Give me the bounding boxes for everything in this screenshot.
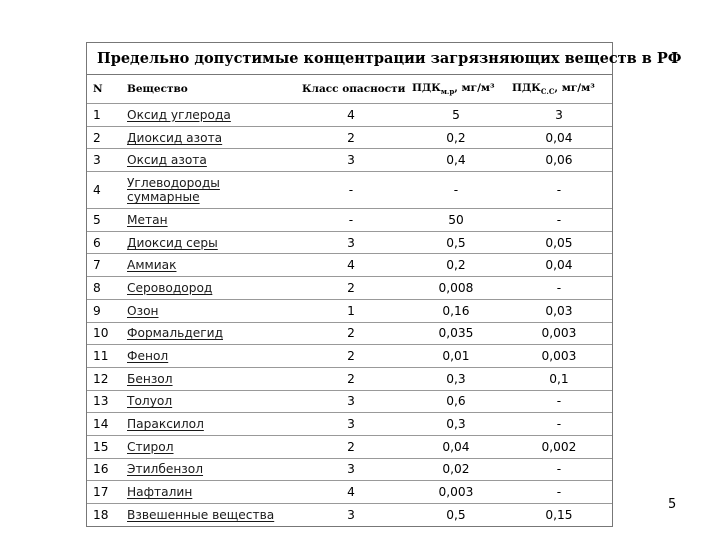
- table-row: [87, 209, 612, 232]
- pdk-mr-value: 0,3: [406, 367, 506, 390]
- row-number: 4: [87, 172, 121, 209]
- table-row: [87, 481, 612, 504]
- row-number: 17: [87, 481, 121, 504]
- row-number: 6: [87, 231, 121, 254]
- pdk-ss-value: -: [506, 390, 612, 413]
- substance-name[interactable]: Метан: [121, 209, 296, 232]
- hazard-class: 2: [296, 367, 406, 390]
- table-row: [87, 504, 612, 526]
- row-number: 15: [87, 435, 121, 458]
- pdk-table-frame: [86, 42, 682, 527]
- hazard-class: 2: [296, 435, 406, 458]
- substance-name[interactable]: Диоксид азота: [121, 126, 296, 149]
- header-hazard-class: Класс опасности: [302, 83, 406, 95]
- substance-name[interactable]: Стирол: [121, 435, 296, 458]
- table-row: [87, 231, 612, 254]
- pdk-ss-value: 0,1: [506, 367, 612, 390]
- substance-name[interactable]: Толуол: [121, 390, 296, 413]
- header-row: [87, 75, 612, 104]
- hazard-class: -: [296, 209, 406, 232]
- table-row: [87, 322, 612, 345]
- substance-name[interactable]: Углеводороды суммарные: [121, 172, 296, 209]
- page-number: 5: [668, 497, 677, 512]
- pdk-ss-value: -: [506, 172, 612, 209]
- header-pdk-ss: $ПДК_{С.С}$, мг/м³: [512, 81, 595, 97]
- hazard-class: 3: [296, 231, 406, 254]
- row-number: 1: [87, 104, 121, 127]
- pdk-mr-value: -: [406, 172, 506, 209]
- table-row: [87, 390, 612, 413]
- hazard-class: 2: [296, 126, 406, 149]
- pdk-ss-value: 0,04: [506, 254, 612, 277]
- hazard-class: 4: [296, 254, 406, 277]
- pdk-ss-value: 0,003: [506, 322, 612, 345]
- hazard-class: 1: [296, 299, 406, 322]
- pdk-mr-value: 50: [406, 209, 506, 232]
- pdk-mr-value: 0,5: [406, 504, 506, 526]
- pdk-ss-value: 0,003: [506, 345, 612, 368]
- pdk-mr-value: 0,16: [406, 299, 506, 322]
- header-pdk-mr: $ПДК_{м.р}$, мг/м³: [412, 81, 495, 97]
- table-row: [87, 172, 612, 209]
- header-n: N: [93, 83, 103, 95]
- hazard-class: 3: [296, 390, 406, 413]
- pdk-mr-value: 0,6: [406, 390, 506, 413]
- pdk-mr-value: 0,003: [406, 481, 506, 504]
- pdk-mr-value: 0,5: [406, 231, 506, 254]
- pdk-ss-value: 3: [506, 104, 612, 127]
- substance-name[interactable]: Этилбензол: [121, 458, 296, 481]
- substance-name[interactable]: Формальдегид: [121, 322, 296, 345]
- substance-name[interactable]: Параксилол: [121, 413, 296, 436]
- hazard-class: 2: [296, 322, 406, 345]
- header-substance: Вещество: [127, 83, 188, 95]
- hazard-class: 2: [296, 345, 406, 368]
- table-body: [87, 104, 612, 526]
- pdk-ss-value: 0,15: [506, 504, 612, 526]
- row-number: 5: [87, 209, 121, 232]
- substance-name[interactable]: Аммиак: [121, 254, 296, 277]
- pdk-mr-value: 0,02: [406, 458, 506, 481]
- pdk-ss-value: 0,04: [506, 126, 612, 149]
- pdk-mr-value: 5: [406, 104, 506, 127]
- pdk-ss-value: -: [506, 209, 612, 232]
- substance-name[interactable]: Бензол: [121, 367, 296, 390]
- row-number: 16: [87, 458, 121, 481]
- hazard-class: 4: [296, 104, 406, 127]
- pdk-ss-value: -: [506, 413, 612, 436]
- substance-name[interactable]: Диоксид серы: [121, 231, 296, 254]
- row-number: 13: [87, 390, 121, 413]
- table-row: [87, 277, 612, 300]
- substance-name[interactable]: Нафталин: [121, 481, 296, 504]
- pdk-table: [87, 75, 612, 526]
- row-number: 2: [87, 126, 121, 149]
- row-number: 12: [87, 367, 121, 390]
- pdk-ss-value: 0,05: [506, 231, 612, 254]
- table-row: [87, 104, 612, 127]
- substance-name[interactable]: Фенол: [121, 345, 296, 368]
- row-number: 9: [87, 299, 121, 322]
- table-row: [87, 458, 612, 481]
- row-number: 10: [87, 322, 121, 345]
- pdk-mr-value: 0,01: [406, 345, 506, 368]
- substance-name[interactable]: Оксид углерода: [121, 104, 296, 127]
- pdk-mr-value: 0,3: [406, 413, 506, 436]
- row-number: 8: [87, 277, 121, 300]
- hazard-class: 2: [296, 277, 406, 300]
- pdk-mr-value: 0,04: [406, 435, 506, 458]
- table-row: [87, 299, 612, 322]
- table-row: [87, 435, 612, 458]
- row-number: 11: [87, 345, 121, 368]
- pdk-ss-value: 0,06: [506, 149, 612, 172]
- pdk-ss-value: 0,03: [506, 299, 612, 322]
- table-title: Предельно допустимые концентрации загрязняющих веществ в РФ: [87, 43, 612, 75]
- substance-name[interactable]: Оксид азота: [121, 149, 296, 172]
- hazard-class: 3: [296, 149, 406, 172]
- hazard-class: 3: [296, 458, 406, 481]
- table-row: [87, 149, 612, 172]
- row-number: 3: [87, 149, 121, 172]
- row-number: 14: [87, 413, 121, 436]
- hazard-class: -: [296, 172, 406, 209]
- pdk-mr-value: 0,008: [406, 277, 506, 300]
- substance-name[interactable]: Взвешенные вещества: [121, 504, 296, 526]
- hazard-class: 4: [296, 481, 406, 504]
- pdk-mr-value: 0,2: [406, 254, 506, 277]
- substance-name[interactable]: Сероводород: [121, 277, 296, 300]
- table-row: [87, 254, 612, 277]
- pdk-ss-value: -: [506, 481, 612, 504]
- table-row: [87, 126, 612, 149]
- row-number: 18: [87, 504, 121, 526]
- substance-name[interactable]: Озон: [121, 299, 296, 322]
- pdk-mr-value: 0,2: [406, 126, 506, 149]
- hazard-class: 3: [296, 413, 406, 436]
- row-number: 7: [87, 254, 121, 277]
- table-row: [87, 345, 612, 368]
- pdk-mr-value: 0,035: [406, 322, 506, 345]
- table-row: [87, 367, 612, 390]
- hazard-class: 3: [296, 504, 406, 526]
- table-row: [87, 413, 612, 436]
- pdk-ss-value: 0,002: [506, 435, 612, 458]
- pdk-mr-value: 0,4: [406, 149, 506, 172]
- pdk-ss-value: -: [506, 458, 612, 481]
- pdk-ss-value: -: [506, 277, 612, 300]
